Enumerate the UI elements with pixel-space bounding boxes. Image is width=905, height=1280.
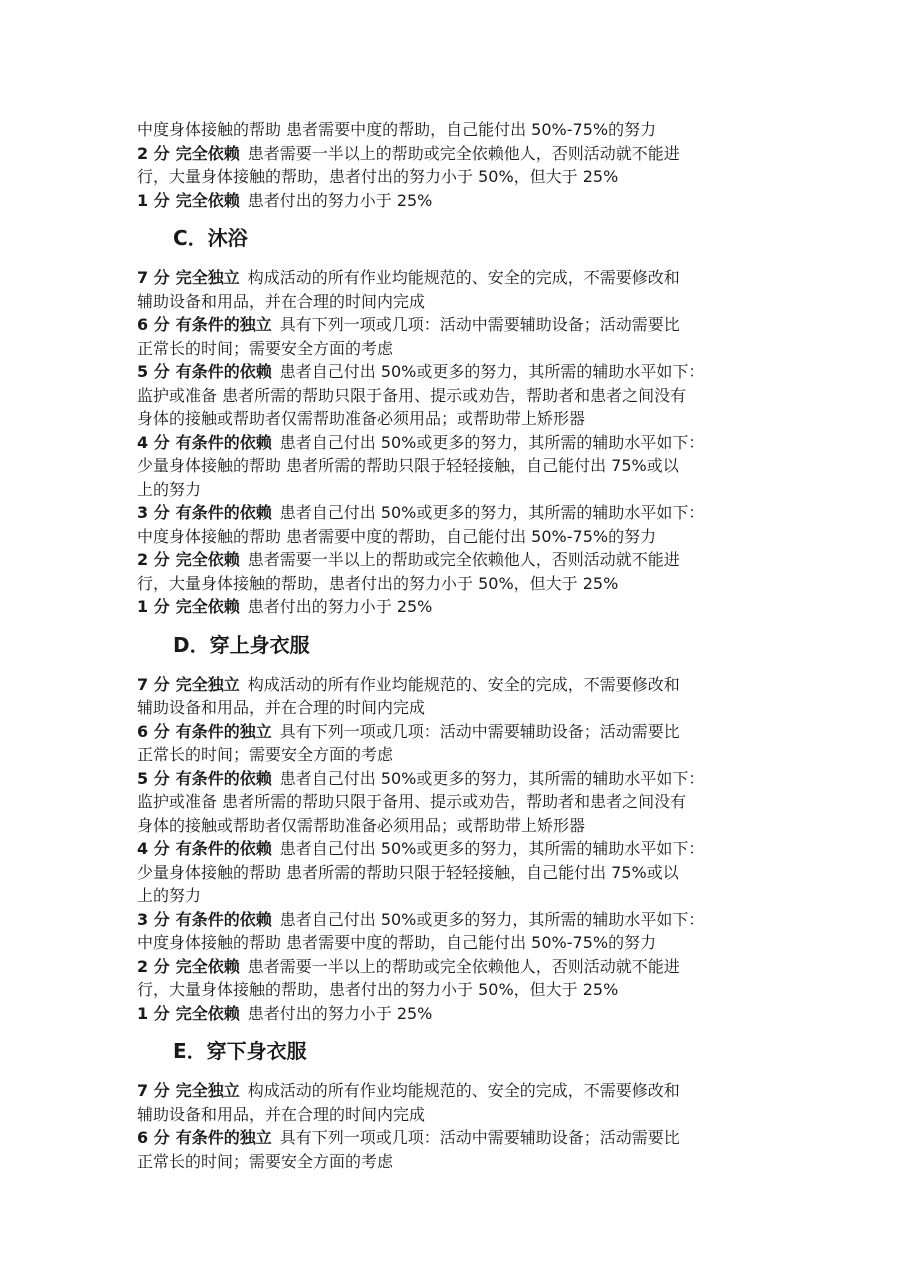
score-label: 2 分 bbox=[137, 550, 170, 569]
section-body bbox=[137, 1079, 777, 1173]
entry-text: 患者付出的努力小于 25% bbox=[247, 190, 433, 210]
entry-text: 患者自己付出 50%或更多的努力，其所需的辅助水平如下： bbox=[279, 768, 705, 788]
level-label: 有条件的独立 bbox=[175, 721, 272, 741]
score-label: 7 分 bbox=[137, 1081, 170, 1100]
entry-text: 少量身体接触的帮助 患者所需的帮助只限于轻轻接触，自己能付出 75%或以 bbox=[137, 862, 679, 882]
level-label: 有条件的依赖 bbox=[175, 432, 272, 452]
entry-line bbox=[137, 673, 777, 697]
section-heading: D．穿上身衣服 bbox=[173, 632, 310, 657]
entry-text: 构成活动的所有作业均能规范的、安全的完成，不需要修改和 bbox=[247, 674, 680, 694]
score-entry bbox=[137, 142, 777, 189]
entry-text: 身体的接触或帮助者仅需帮助准备必须用品；或帮助带上矫形器 bbox=[137, 815, 586, 835]
entry-text: 患者需要一半以上的帮助或完全依赖他人，否则活动就不能进 bbox=[247, 956, 680, 976]
entry-line bbox=[137, 696, 777, 720]
entry-text: 正常长的时间；需要安全方面的考虑 bbox=[137, 1151, 394, 1171]
level-label: 完全独立 bbox=[175, 1081, 240, 1100]
entry-line bbox=[137, 290, 777, 314]
entry-line bbox=[137, 142, 777, 166]
score-entry bbox=[137, 595, 777, 619]
score-entry bbox=[137, 360, 777, 431]
score-entry bbox=[137, 548, 777, 595]
entry-text: 身体的接触或帮助者仅需帮助准备必须用品；或帮助带上矫形器 bbox=[137, 409, 586, 428]
level-label: 有条件的依赖 bbox=[175, 503, 272, 522]
entry-line bbox=[137, 337, 777, 361]
entry-text: 患者自己付出 50%或更多的努力，其所需的辅助水平如下： bbox=[279, 839, 705, 858]
entry-text: 患者自己付出 50%或更多的努力，其所需的辅助水平如下： bbox=[279, 503, 705, 522]
entry-line bbox=[137, 360, 777, 384]
score-entry bbox=[137, 767, 777, 838]
score-label: 7 分 bbox=[137, 268, 170, 287]
level-label: 完全依赖 bbox=[175, 1003, 240, 1023]
score-entry bbox=[137, 908, 777, 955]
entry-text: 中度身体接触的帮助 患者需要中度的帮助，自己能付出 50%-75%的努力 bbox=[137, 526, 657, 546]
entry-line bbox=[137, 189, 777, 213]
entry-text: 具有下列一项或几项：活动中需要辅助设备；活动需要比 bbox=[279, 1128, 680, 1147]
entry-text: 患者自己付出 50%或更多的努力，其所需的辅助水平如下： bbox=[279, 909, 705, 929]
score-entry bbox=[137, 1079, 777, 1126]
score-label: 4 分 bbox=[137, 432, 170, 452]
entry-line bbox=[137, 1103, 777, 1127]
document-content bbox=[137, 118, 777, 1173]
entry-line bbox=[137, 1002, 777, 1026]
level-label: 完全依赖 bbox=[175, 143, 240, 163]
score-label: 1 分 bbox=[137, 1003, 170, 1023]
entry-line bbox=[137, 595, 777, 619]
score-label: 5 分 bbox=[137, 362, 170, 381]
score-entry bbox=[137, 266, 777, 313]
score-label: 3 分 bbox=[137, 503, 170, 522]
entry-text: 行，大量身体接触的帮助，患者付出的努力小于 50%，但大于 25% bbox=[137, 980, 619, 999]
entry-line bbox=[137, 931, 777, 955]
entry-text: 辅助设备和用品，并在合理的时间内完成 bbox=[137, 1104, 426, 1124]
entry-text: 患者自己付出 50%或更多的努力，其所需的辅助水平如下： bbox=[279, 362, 705, 381]
score-entry bbox=[137, 955, 777, 1002]
entry-line bbox=[137, 1150, 777, 1174]
level-label: 有条件的依赖 bbox=[175, 362, 272, 381]
score-entry bbox=[137, 837, 777, 908]
entry-text: 具有下列一项或几项：活动中需要辅助设备；活动需要比 bbox=[279, 721, 680, 741]
entry-line bbox=[137, 884, 777, 908]
entry-line bbox=[137, 572, 777, 596]
entry-line bbox=[137, 548, 777, 572]
section-body bbox=[137, 673, 777, 1026]
entry-line bbox=[137, 908, 777, 932]
entry-line bbox=[137, 861, 777, 885]
section-heading: C．沐浴 bbox=[173, 226, 248, 250]
score-label: 6 分 bbox=[137, 1128, 170, 1147]
level-label: 有条件的依赖 bbox=[175, 839, 272, 858]
entry-line bbox=[137, 478, 777, 502]
entry-line bbox=[137, 313, 777, 337]
score-label: 3 分 bbox=[137, 909, 170, 929]
score-label: 4 分 bbox=[137, 839, 170, 858]
entry-text: 正常长的时间；需要安全方面的考虑 bbox=[137, 745, 394, 764]
section-heading: E．穿下身衣服 bbox=[173, 1039, 307, 1063]
entry-line bbox=[137, 165, 777, 189]
score-label: 6 分 bbox=[137, 315, 170, 334]
entry-line bbox=[137, 814, 777, 838]
entry-line bbox=[137, 955, 777, 979]
score-label: 5 分 bbox=[137, 768, 170, 788]
level-label: 有条件的依赖 bbox=[175, 909, 272, 929]
entry-line bbox=[137, 837, 777, 861]
entry-line bbox=[137, 1079, 777, 1103]
entry-text: 患者自己付出 50%或更多的努力，其所需的辅助水平如下： bbox=[279, 432, 705, 452]
level-label: 完全依赖 bbox=[175, 550, 240, 569]
score-label: 6 分 bbox=[137, 721, 170, 741]
entry-text: 构成活动的所有作业均能规范的、安全的完成，不需要修改和 bbox=[247, 268, 680, 287]
score-entry bbox=[137, 313, 777, 360]
entry-text: 构成活动的所有作业均能规范的、安全的完成，不需要修改和 bbox=[247, 1081, 680, 1100]
score-entry bbox=[137, 1002, 777, 1026]
entry-line bbox=[137, 384, 777, 408]
entry-text: 监护或准备 患者所需的帮助只限于备用、提示或劝告，帮助者和患者之间没有 bbox=[137, 792, 687, 811]
level-label: 完全独立 bbox=[175, 268, 240, 287]
entry-line bbox=[137, 978, 777, 1002]
entry-text: 上的努力 bbox=[137, 479, 202, 499]
entry-line bbox=[137, 720, 777, 744]
score-label: 1 分 bbox=[137, 190, 170, 210]
entry-text: 上的努力 bbox=[137, 886, 202, 905]
entry-line bbox=[137, 266, 777, 290]
entry-line bbox=[137, 1126, 777, 1150]
entry-line bbox=[137, 525, 777, 549]
entry-line bbox=[137, 431, 777, 455]
entry-text: 患者付出的努力小于 25% bbox=[247, 1003, 433, 1023]
entry-text: 行，大量身体接触的帮助，患者付出的努力小于 50%，但大于 25% bbox=[137, 573, 619, 593]
score-entry bbox=[137, 501, 777, 548]
top-fragment-line: 中度身体接触的帮助 患者需要中度的帮助，自己能付出 50%-75%的努力 bbox=[137, 120, 657, 139]
level-label: 有条件的独立 bbox=[175, 315, 272, 334]
entry-text: 患者需要一半以上的帮助或完全依赖他人，否则活动就不能进 bbox=[247, 550, 680, 569]
entry-text: 具有下列一项或几项：活动中需要辅助设备；活动需要比 bbox=[279, 315, 680, 334]
level-label: 完全独立 bbox=[175, 674, 240, 694]
entry-line bbox=[137, 407, 777, 431]
entry-text: 正常长的时间；需要安全方面的考虑 bbox=[137, 338, 394, 358]
entry-text: 辅助设备和用品，并在合理的时间内完成 bbox=[137, 291, 426, 311]
score-entry bbox=[137, 189, 777, 213]
entry-text: 监护或准备 患者所需的帮助只限于备用、提示或劝告，帮助者和患者之间没有 bbox=[137, 385, 687, 405]
level-label: 完全依赖 bbox=[175, 190, 240, 210]
entry-line bbox=[137, 743, 777, 767]
entry-text: 辅助设备和用品，并在合理的时间内完成 bbox=[137, 698, 426, 717]
score-label: 7 分 bbox=[137, 674, 170, 694]
entry-line bbox=[137, 501, 777, 525]
level-label: 有条件的依赖 bbox=[175, 768, 272, 788]
score-label: 2 分 bbox=[137, 956, 170, 976]
score-entry bbox=[137, 673, 777, 720]
score-entry bbox=[137, 1126, 777, 1173]
entry-line bbox=[137, 454, 777, 478]
score-label: 2 分 bbox=[137, 143, 170, 163]
level-label: 完全依赖 bbox=[175, 597, 240, 616]
score-entry bbox=[137, 720, 777, 767]
level-label: 完全依赖 bbox=[175, 956, 240, 976]
entry-text: 患者需要一半以上的帮助或完全依赖他人，否则活动就不能进 bbox=[247, 143, 680, 163]
level-label: 有条件的独立 bbox=[175, 1128, 272, 1147]
section-body bbox=[137, 266, 777, 619]
entry-text: 少量身体接触的帮助 患者所需的帮助只限于轻轻接触，自己能付出 75%或以 bbox=[137, 456, 679, 475]
entry-line bbox=[137, 790, 777, 814]
entry-text: 患者付出的努力小于 25% bbox=[247, 597, 433, 616]
entry-text: 中度身体接触的帮助 患者需要中度的帮助，自己能付出 50%-75%的努力 bbox=[137, 933, 657, 952]
entry-line bbox=[137, 767, 777, 791]
score-label: 1 分 bbox=[137, 597, 170, 616]
entry-text: 行，大量身体接触的帮助，患者付出的努力小于 50%，但大于 25% bbox=[137, 167, 619, 186]
score-entry bbox=[137, 431, 777, 502]
